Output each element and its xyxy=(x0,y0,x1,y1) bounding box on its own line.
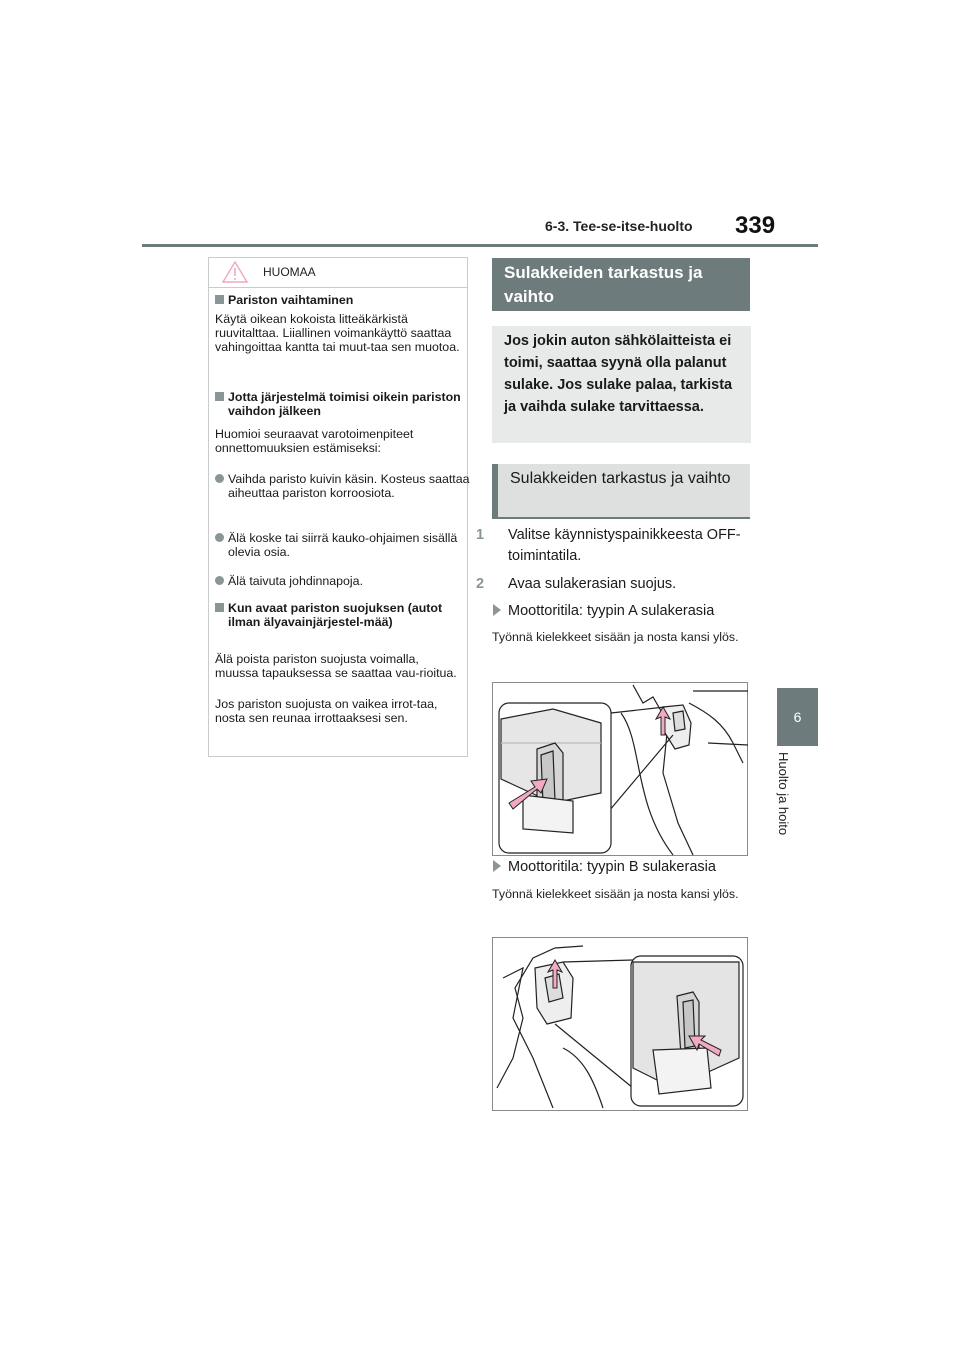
notice-bullet: Vaihda paristo kuivin käsin. Kosteus saattaa aiheuttaa pariston korroosiota. xyxy=(215,472,476,500)
main-heading: Sulakkeiden tarkastus ja vaihto xyxy=(492,258,750,311)
chapter-tab xyxy=(777,688,818,746)
square-bullet-icon xyxy=(215,392,224,401)
notice-text: Käytä oikean kokoista litteäkärkistä ruuvitalttaa. Liiallinen voimankäyttö saattaa vahingoittaa kantta tai muut-taa sen muotoa. xyxy=(215,312,460,354)
chapter-title xyxy=(776,752,816,856)
option-a-note: Työnnä kielekkeet sisään ja nosta kansi ylös. xyxy=(492,630,739,644)
fuse-box-a-drawing xyxy=(493,683,749,857)
header-rule xyxy=(142,244,818,247)
step-number: 2 xyxy=(476,576,485,592)
step-2 xyxy=(476,574,752,595)
notice-heading: Jotta järjestelmä toimisi oikein pariston vaihdon jälkeen xyxy=(215,390,476,418)
notice-bullet: Älä taivuta johdinnapoja. xyxy=(215,574,476,588)
intro-box: Jos jokin auton sähkölaitteista ei toimi, saattaa syynä olla palanut sulake. Jos sulake palaa, tarkista ja vaihda sulake tarvittaessa. xyxy=(492,326,751,443)
step-1 xyxy=(476,525,752,567)
notice-text: Huomioi seuraavat varotoimenpiteet onnettomuuksien estämiseksi: xyxy=(215,427,414,455)
page-number: 339 xyxy=(735,212,776,239)
option-b-note: Työnnä kielekkeet sisään ja nosta kansi ylös. xyxy=(492,887,739,901)
triangle-bullet-icon xyxy=(493,860,501,872)
warning-triangle-icon xyxy=(222,261,248,283)
square-bullet-icon xyxy=(215,295,224,304)
notice-title: HUOMAA xyxy=(263,265,316,279)
step-text: Avaa sulakerasian suojus. xyxy=(508,576,677,592)
section-label: 6-3. Tee-se-itse-huolto xyxy=(545,218,693,234)
notice-text: Älä poista pariston suojusta voimalla, muussa tapauksessa se saattaa vau-rioitua. xyxy=(215,652,457,680)
chapter-title-text: Huolto ja hoito xyxy=(776,752,791,836)
round-bullet-icon xyxy=(215,533,224,542)
fuse-box-a-illustration xyxy=(492,682,748,856)
fuse-box-b-illustration xyxy=(492,937,748,1111)
option-a-label: Moottoritila: tyypin A sulakerasia xyxy=(493,603,753,619)
chapter-number: 6 xyxy=(793,709,802,725)
option-b-label: Moottoritila: tyypin B sulakerasia xyxy=(493,859,753,875)
fuse-box-b-drawing xyxy=(493,938,749,1112)
notice-text: Jos pariston suojusta on vaikea irrot-taa, nosta sen reunaa irrottaaksesi sen. xyxy=(215,697,438,725)
sub-heading: Sulakkeiden tarkastus ja vaihto xyxy=(492,464,750,519)
notice-heading: Kun avaat pariston suojuksen (autot ilman älyavainjärjestel-mää) xyxy=(215,601,476,629)
notice-bullet: Älä koske tai siirrä kauko-ohjaimen sisällä olevia osia. xyxy=(215,531,476,559)
notice-heading: Pariston vaihtaminen xyxy=(215,293,476,307)
step-number: 1 xyxy=(476,527,485,543)
round-bullet-icon xyxy=(215,576,224,585)
square-bullet-icon xyxy=(215,603,224,612)
round-bullet-icon xyxy=(215,474,224,483)
triangle-bullet-icon xyxy=(493,604,501,616)
step-text: Valitse käynnistyspainikkeesta OFF-toimintatila. xyxy=(508,527,741,564)
